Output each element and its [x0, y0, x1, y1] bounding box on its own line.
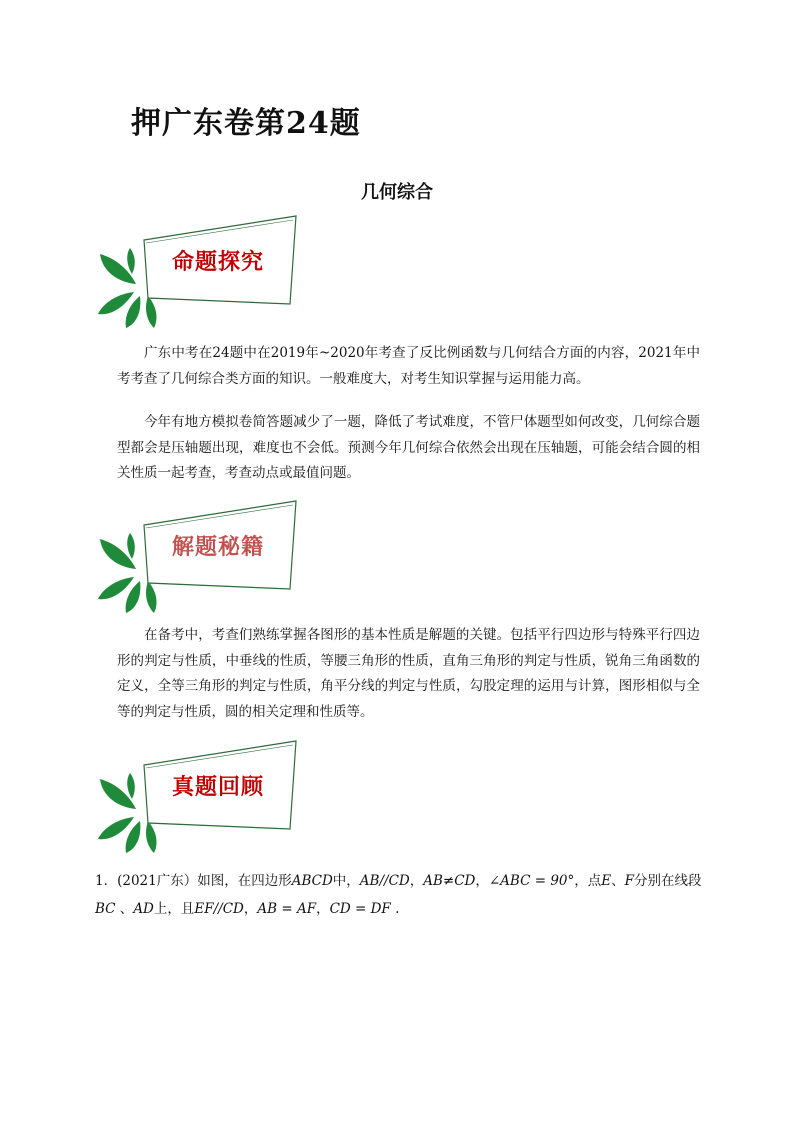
section-banner-zhenti	[96, 737, 306, 855]
section-label: 真题回顾	[171, 774, 264, 800]
section-label: 解题秘籍	[171, 534, 264, 560]
section-label: 命题探究	[171, 249, 264, 275]
section-paragraph: 在备考中，考查们熟练掌握各图形的基本性质是解题的关键。包括平行四边形与特殊平行四边形的判定与性质，中垂线的性质，等腰三角形的性质，直角三角形的判定与性质，锐角三角函数的定义，全等三角形的判定与性质，角平分线的判定与性质，勾股定理的运用与计算，图形相似与全等的判定与性质，圆的相关定理和性质等。	[117, 627, 700, 720]
question-1: 1．(2021广东）如图，在四边形ABCD中，AB//CD，AB≠CD，∠ABC = 90°，点E、F分别在线段BC 、AD上，且EF//CD，AB = AF，CD = DF .	[95, 873, 702, 917]
page-title: 押广东卷第24题	[131, 106, 361, 141]
section-paragraph: 今年有地方模拟卷简答题减少了一题，降低了考试难度，不管尸体题型如何改变，几何综合题型都会是压轴题出现，难度也不会低。预测今年几何综合依然会出现在压轴题，可能会结合圆的相关性质一起考查，考查动点或最值问题。	[117, 414, 700, 481]
page-subtitle: 几何综合	[361, 182, 433, 203]
section-paragraph: 广东中考在24题中在2019年~2020年考查了反比例函数与几何结合方面的内容，2021年中考考查了几何综合类方面的知识。一般难度大，对考生知识掌握与运用能力高。	[117, 345, 700, 387]
section-banner-mingti	[96, 212, 306, 330]
section-banner-jieti	[96, 497, 306, 615]
